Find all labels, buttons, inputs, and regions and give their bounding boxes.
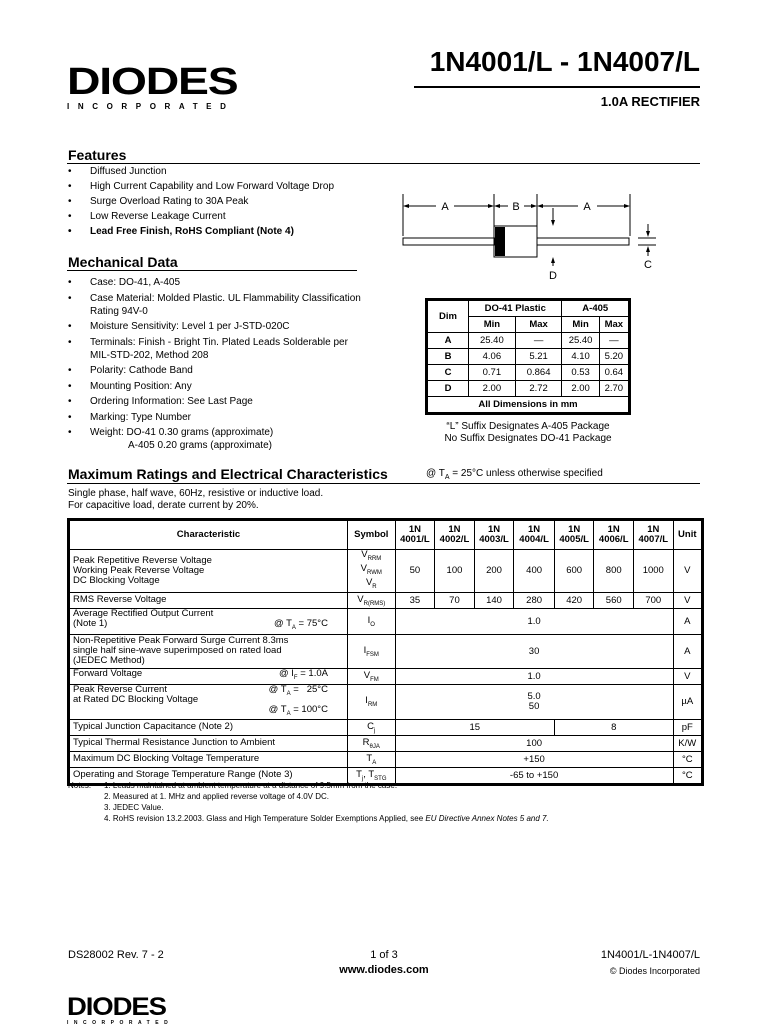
condition-sub: A [444,474,450,481]
dim-col-header: Dim [428,301,469,333]
ratings-heading: Maximum Ratings and Electrical Characteristics [68,466,388,482]
list-item: • Lead Free Finish, RoHS Compliant (Note 4) [68,224,398,239]
table-row [70,608,702,634]
copyright: © Diodes Incorporated [609,966,700,976]
value-cell: 420 [554,592,594,608]
logo-subtitle: INCORPORATED [67,1020,174,1026]
table-cell: 2.72 [515,381,562,397]
col-characteristic: Characteristic [70,521,348,550]
list-item: • Low Reverse Leakage Current [68,209,398,224]
table-cell: 5.21 [515,349,562,365]
dimension-table [425,298,631,415]
company-logo [67,63,239,111]
doc-id: DS28002 Rev. 7 - 2 [68,949,164,961]
min-header: Min [469,317,516,333]
package-suffix-notes [425,421,631,445]
value-cell: 140 [474,592,514,608]
arrow-head [551,220,555,226]
note-item: 3. JEDEC Value. [104,803,164,812]
table-cell: 0.864 [515,365,562,381]
condition-text: = 25°C [290,683,328,695]
value-cell: -65 to +150 [395,767,673,783]
weight-line-1: DO-41 0.30 grams (approximate) [126,427,274,438]
value-cell: 8 [554,719,673,735]
condition-text: @ T [273,618,292,630]
sym-sub: RRM [367,555,382,562]
sym-sub: A [372,759,377,766]
sym-sub: FSM [366,651,379,658]
symbol-cell [347,592,395,608]
sym-sub: j [374,727,376,734]
ratings-table [67,518,704,786]
condition-text: = 100°C [290,703,328,715]
intro-line: For capacitive load, derate current by 20%. [68,500,259,511]
part-prefix: 1N [607,524,620,535]
unit-cell: pF [673,719,701,735]
min-header: Min [562,317,599,333]
dim-label-c: C [644,259,652,271]
sym-sub: O [370,621,375,628]
value-cell: 1.0 [395,608,673,634]
max-header: Max [599,317,628,333]
arrow-head [646,246,650,252]
char-line: Peak Repetitive Reverse Voltage [73,554,212,566]
dim-key: A [428,333,469,349]
symbol-cell [347,751,395,767]
symbol-cell [347,608,395,634]
package-outline-drawing [398,186,668,282]
weight-line-2: A-405 0.20 grams (approximate) [128,440,272,451]
char-line: single half sine-wave superimposed on rated load [73,645,282,657]
sym: I [365,695,368,707]
table-row [428,381,629,397]
notes-block [68,780,708,824]
characteristic-cell: RMS Reverse Voltage [70,592,348,608]
condition-text: @ T [268,703,287,715]
lead-left [403,238,495,245]
list-item: • Surge Overload Rating to 30A Peak [68,194,398,209]
condition-text: = 25°C unless otherwise specified [449,468,603,479]
sym: I [363,644,367,656]
sym: T [356,768,362,780]
sym: T [366,752,373,764]
ratings-intro [68,488,323,512]
arrow-head [531,204,537,208]
arrow-head [551,257,555,263]
list-item: • Polarity: Cathode Band [68,364,368,380]
table-row [70,668,702,684]
pkg-a405-header: A-405 [562,301,629,317]
table-cell: 2.00 [562,381,599,397]
unit-cell: °C [673,751,701,767]
sym-sub: R [372,583,377,590]
arrow-head [488,204,494,208]
table-cell: 0.64 [599,365,628,381]
characteristic-cell: Maximum DC Blocking Voltage Temperature [70,751,348,767]
sym-sub: RWM [367,569,382,576]
ratings-condition [426,468,603,481]
value-cell: 200 [474,550,514,593]
table-row [70,719,702,735]
unit-cell: A [673,608,701,634]
symbol-cell [347,634,395,668]
sym: V [360,562,368,574]
value-cell: 15 [395,719,554,735]
page-number: 1 of 3 [370,949,398,961]
value-cell: 70 [435,592,475,608]
value-cell: 30 [395,634,673,668]
part-number: 4003/L [479,534,509,545]
characteristic-cell [70,550,348,593]
symbol-cell [347,668,395,684]
notes-label: Notes: [68,781,92,790]
sym: V [357,593,364,605]
arrow-head [494,204,500,208]
value-cell: 600 [554,550,594,593]
dim-key: C [428,365,469,381]
table-cell: 4.10 [562,349,599,365]
note-item: 4. RoHS revision 13.2.2003. Glass and High Temperature Solder Exemptions Applied, see [104,814,424,823]
cathode-band [495,227,505,256]
col-symbol: Symbol [347,521,395,550]
characteristic-cell [70,608,348,634]
arrow-head [537,204,543,208]
list-item: • Case Material: Molded Plastic. UL Flammability Classification Rating 94V-0 [68,292,368,321]
part-number: 4007/L [638,534,669,545]
table-row [70,634,702,668]
value-cell: 100 [395,735,673,751]
arrow-head [624,204,630,208]
table-row [70,684,702,719]
col-part [554,521,594,550]
part-number: 4006/L [598,534,629,545]
logo-wordmark: DIODES [67,993,166,1021]
suffix-note-none: No Suffix Designates DO-41 Package [444,433,612,444]
table-row [70,592,702,608]
symbol-cell [347,735,395,751]
page-title: 1N4001/L - 1N4007/L [429,46,700,77]
condition-text: @ T [268,683,287,695]
characteristic-cell [70,634,348,668]
condition-text: @ I [278,668,294,680]
table-row [428,349,629,365]
logo-wordmark: DIODES [67,61,238,103]
value-cell: 50 [395,550,435,593]
dim-table-footer: All Dimensions in mm [428,397,629,413]
mechanical-list [68,276,368,455]
value-cell [395,684,673,719]
mechanical-heading: Mechanical Data [68,254,178,270]
char-line: Average Rectified Output Current [73,608,214,620]
char-line: at Rated DC Blocking Voltage [73,693,199,705]
suffix-note-l: “L” Suffix Designates A-405 Package [446,421,610,432]
sym-sub: STG [374,775,387,782]
mechanical-rule [67,270,357,271]
table-cell: 5.20 [599,349,628,365]
col-part [594,521,634,550]
value-cell: +150 [395,751,673,767]
list-item: • Mounting Position: Any [68,380,368,396]
value-line: 50 [528,700,540,712]
list-item: • Marking: Type Number [68,411,368,427]
char-line: Working Peak Reverse Voltage [73,564,205,576]
dim-label-b: B [512,201,520,213]
condition-sub: A [291,625,296,632]
dim-key: D [428,381,469,397]
characteristic-cell: Operating and Storage Temperature Range (Note 3) [70,767,348,783]
value-line: 5.0 [527,690,541,702]
sym: V [363,669,371,681]
dim-key: B [428,349,469,365]
part-prefix: 1N [568,524,581,535]
list-item: • Terminals: Finish - Bright Tin. Plated Leads Solderable per MIL-STD-202, Method 208 [68,336,368,365]
arrow-head [403,204,409,208]
condition-text: @ T [426,468,445,479]
symbol-cell [347,719,395,735]
char-line: (Note 1) [73,618,108,630]
features-heading: Features [68,147,127,163]
value-cell: 700 [634,592,674,608]
unit-cell: V [673,592,701,608]
features-list [68,164,398,239]
weight-label: Weight: [90,427,124,438]
characteristic-cell: Typical Thermal Resistance Junction to Ambient [70,735,348,751]
value-cell: 100 [435,550,475,593]
unit-cell: °C [673,767,701,783]
footer-part: 1N4001/L-1N4007/L [600,949,700,961]
sym: , T [363,768,375,780]
char-line: Forward Voltage [73,668,143,680]
title-rule [414,86,700,88]
note-item: 2. Measured at 1. MHz and applied reverse voltage of 4.0V DC. [104,792,330,801]
col-part [634,521,674,550]
list-item: • Moisture Sensitivity: Level 1 per J-STD-020C [68,320,368,336]
unit-cell: K/W [673,735,701,751]
unit-cell: V [673,550,701,593]
dim-label-d: D [549,270,557,282]
value-cell: 400 [514,550,555,593]
part-prefix: 1N [528,524,541,535]
condition-sub: A [286,710,291,717]
part-number: 4004/L [519,534,549,545]
col-part [395,521,435,550]
table-row [70,735,702,751]
sym: V [361,549,368,560]
page-subtitle: 1.0A RECTIFIER [600,94,700,109]
symbol-cell [347,550,395,593]
table-cell: — [515,333,562,349]
unit-cell: V [673,668,701,684]
table-row [70,550,702,593]
lead-right [537,238,629,245]
list-item: • Diffused Junction [68,164,398,179]
condition-sub: F [293,675,298,682]
logo-subtitle: INCORPORATED [67,102,235,111]
col-part [514,521,555,550]
unit-cell: µA [673,684,701,719]
table-row [70,751,702,767]
sym-sub: R(RMS) [363,600,386,607]
char-line: (JEDEC Method) [73,655,145,667]
footer-logo [67,995,177,1026]
characteristic-cell: Typical Junction Capacitance (Note 2) [70,719,348,735]
list-item [68,426,368,455]
part-prefix: 1N [487,524,501,535]
list-item: • High Current Capability and Low Forward Voltage Drop [68,179,398,194]
value-cell: 1.0 [395,668,673,684]
value-cell: 560 [594,592,634,608]
sym-sub: RM [367,702,378,709]
col-part [435,521,475,550]
table-cell: 0.53 [562,365,599,381]
list-item: • Ordering Information: See Last Page [68,395,368,411]
value-cell: 1000 [634,550,674,593]
part-number: 4002/L [439,534,470,545]
sym: I [367,614,371,626]
characteristic-cell [70,684,348,719]
unit-cell: A [673,634,701,668]
symbol-cell [347,684,395,719]
condition-text: = 75°C [295,618,328,630]
table-cell: — [599,333,628,349]
dim-label-a: A [441,201,449,213]
sym-sub: FM [370,676,379,683]
condition-sub: A [286,690,291,697]
sym: C [367,720,375,732]
characteristic-cell [70,668,348,684]
value-cell: 35 [395,592,435,608]
sym-sub: j [361,775,364,782]
condition-text: = 1.0A [297,668,328,680]
part-prefix: 1N [448,524,461,535]
note-item-italic: EU Directive Annex Notes 5 and 7. [425,814,549,823]
sym-sub: θJA [369,743,380,750]
table-cell: 2.00 [469,381,516,397]
table-row [428,365,629,381]
col-part [474,521,514,550]
table-cell: 4.06 [469,349,516,365]
table-cell: 25.40 [469,333,516,349]
intro-line: Single phase, half wave, 60Hz, resistive or inductive load. [68,488,324,499]
website-link[interactable]: www.diodes.com [339,964,429,976]
sym: V [365,576,373,588]
table-cell: 2.70 [599,381,628,397]
char-line: Peak Reverse Current [73,683,167,695]
dim-label-a: A [583,201,591,213]
arrow-head [646,231,650,237]
table-row [428,333,629,349]
char-line: DC Blocking Voltage [73,574,160,586]
sym: R [362,736,370,748]
table-cell: 0.71 [469,365,516,381]
table-cell: 25.40 [562,333,599,349]
part-prefix: 1N [408,524,421,535]
part-number: 4001/L [400,534,430,545]
char-line: Non-Repetitive Peak Forward Surge Current 8.3ms [73,635,289,647]
part-number: 4005/L [559,534,589,545]
col-unit: Unit [673,521,701,550]
note-item: 1. Leads maintained at ambient temperature at a distance of 9.5mm from the case. [104,781,398,790]
value-cell: 280 [514,592,555,608]
ratings-rule [67,483,700,484]
list-item: • Case: DO-41, A-405 [68,276,368,292]
pkg-do41-header: DO-41 Plastic [469,301,562,317]
value-cell: 800 [594,550,634,593]
part-prefix: 1N [647,524,660,535]
max-header: Max [515,317,562,333]
